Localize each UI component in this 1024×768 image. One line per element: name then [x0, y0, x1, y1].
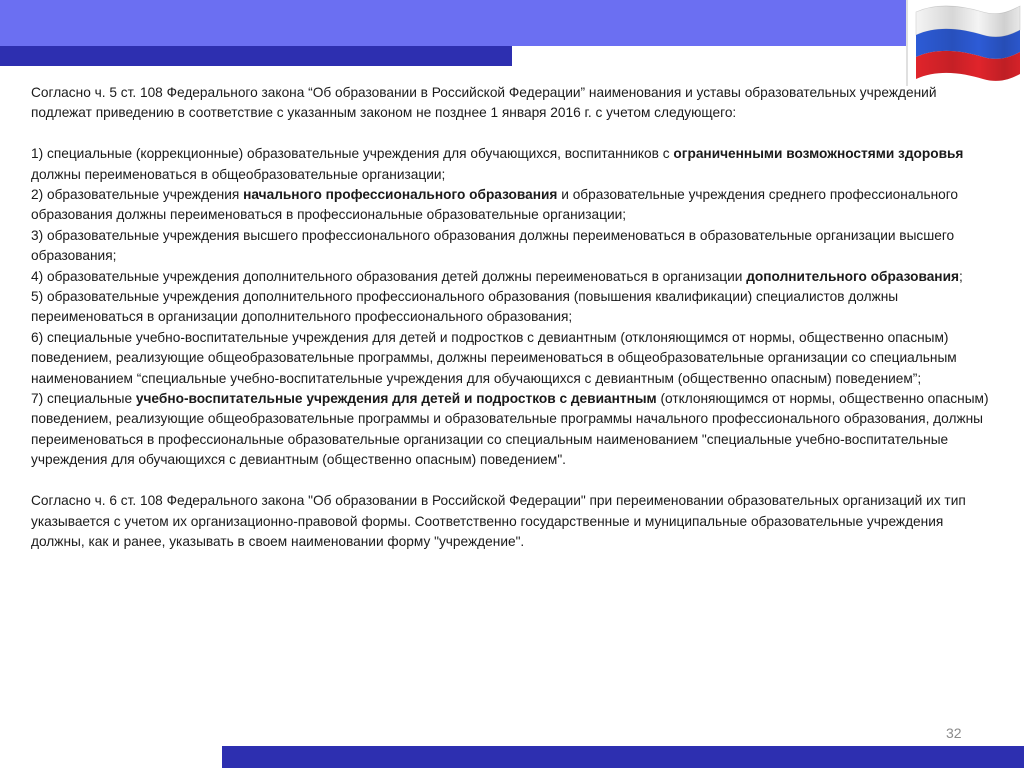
list-item-3: [31, 226, 999, 267]
slide-body: [31, 83, 999, 552]
item-4-text: 4) образовательные учреждения дополнительного образования детей должны переименоваться в организации: [31, 268, 747, 284]
item-3-text: 3) образовательные учреждения высшего профессионального образования должны переименоваться в образовательные организации высшего образования;: [31, 227, 955, 264]
item-2-bold: начального профессионального образования: [243, 187, 558, 203]
bottom-accent-bar: [222, 746, 1024, 768]
list-item-6: [31, 328, 999, 389]
item-6-text: 6) специальные учебно-воспитательные учреждения для детей и подростков с девиантным (отклоняющимся от нормы, общественно опасным) поведением, реализующие общеобразовательные программы, должны переименоваться в общеобразовательные организации со специальным наименованием “специальные учебно-воспитательные учреждения для обучающихся с девиантным (общественно опасным) поведением”;: [31, 329, 957, 386]
item-1-tail: должны переименоваться в общеобразовательные организации;: [31, 166, 446, 182]
item-1-bold: ограниченными возможностями здоровья: [673, 146, 964, 162]
page-number: 32: [946, 725, 962, 741]
item-2-text: 2) образовательные учреждения: [31, 187, 244, 203]
item-7-text: 7) специальные: [31, 391, 136, 407]
intro-paragraph: Согласно ч. 5 ст. 108 Федерального закона “Об образовании в Российской Федерации” наименования и уставы образовательных учреждений подлежат приведению в соответствие с указанным законом не позднее 1 января 2016 г. с учетом следующего:: [31, 85, 937, 121]
item-4-tail: ;: [958, 268, 963, 284]
list-item-4: [31, 267, 999, 287]
list-item-7: [31, 389, 999, 471]
item-5-text: 5) образовательные учреждения дополнительного профессионального образования (повышения квалификации) специалистов должны переименоваться в организации дополнительного профессионального образования;: [31, 289, 899, 325]
top-header-band: [0, 0, 1024, 46]
item-4-bold: дополнительного образования: [746, 268, 959, 284]
flag-frame: [906, 0, 1024, 86]
outro-paragraph: Согласно ч. 6 ст. 108 Федерального закона "Об образовании в Российской Федерации" при переименовании образовательных организаций их тип указывается с учетом их организационно-правовой формы. Соответственно государственные и муниципальные образовательные учреждения должны, как и ранее, указывать в своем наименовании форму "учреждение".: [31, 493, 966, 549]
item-1-text: 1) специальные (коррекционные) образовательные учреждения для обучающихся, воспитанников с: [31, 146, 674, 162]
list-item-2: [31, 185, 999, 226]
list-item-5: [31, 287, 999, 328]
top-accent-bar: [0, 46, 512, 66]
list-item-1: [31, 144, 999, 185]
russian-flag-icon: [908, 0, 1024, 86]
item-7-bold: учебно-воспитательные учреждения для детей и подростков с девиантным: [135, 391, 657, 407]
item-2-tail: и образовательные учреждения среднего профессионального образования должны переименоваться в профессиональные образовательные организации;: [31, 187, 959, 223]
item-7-tail: (отклоняющимся от нормы, общественно опасным) поведением, реализующие общеобразовательные программы и образовательные программы начального профессионального образования, должны переименоваться в профессиональные образовательные организации со специальным наименованием "специальные учебно-воспитательные учреждения для обучающихся с девиантным (общественно опасным) поведением".: [31, 391, 989, 468]
